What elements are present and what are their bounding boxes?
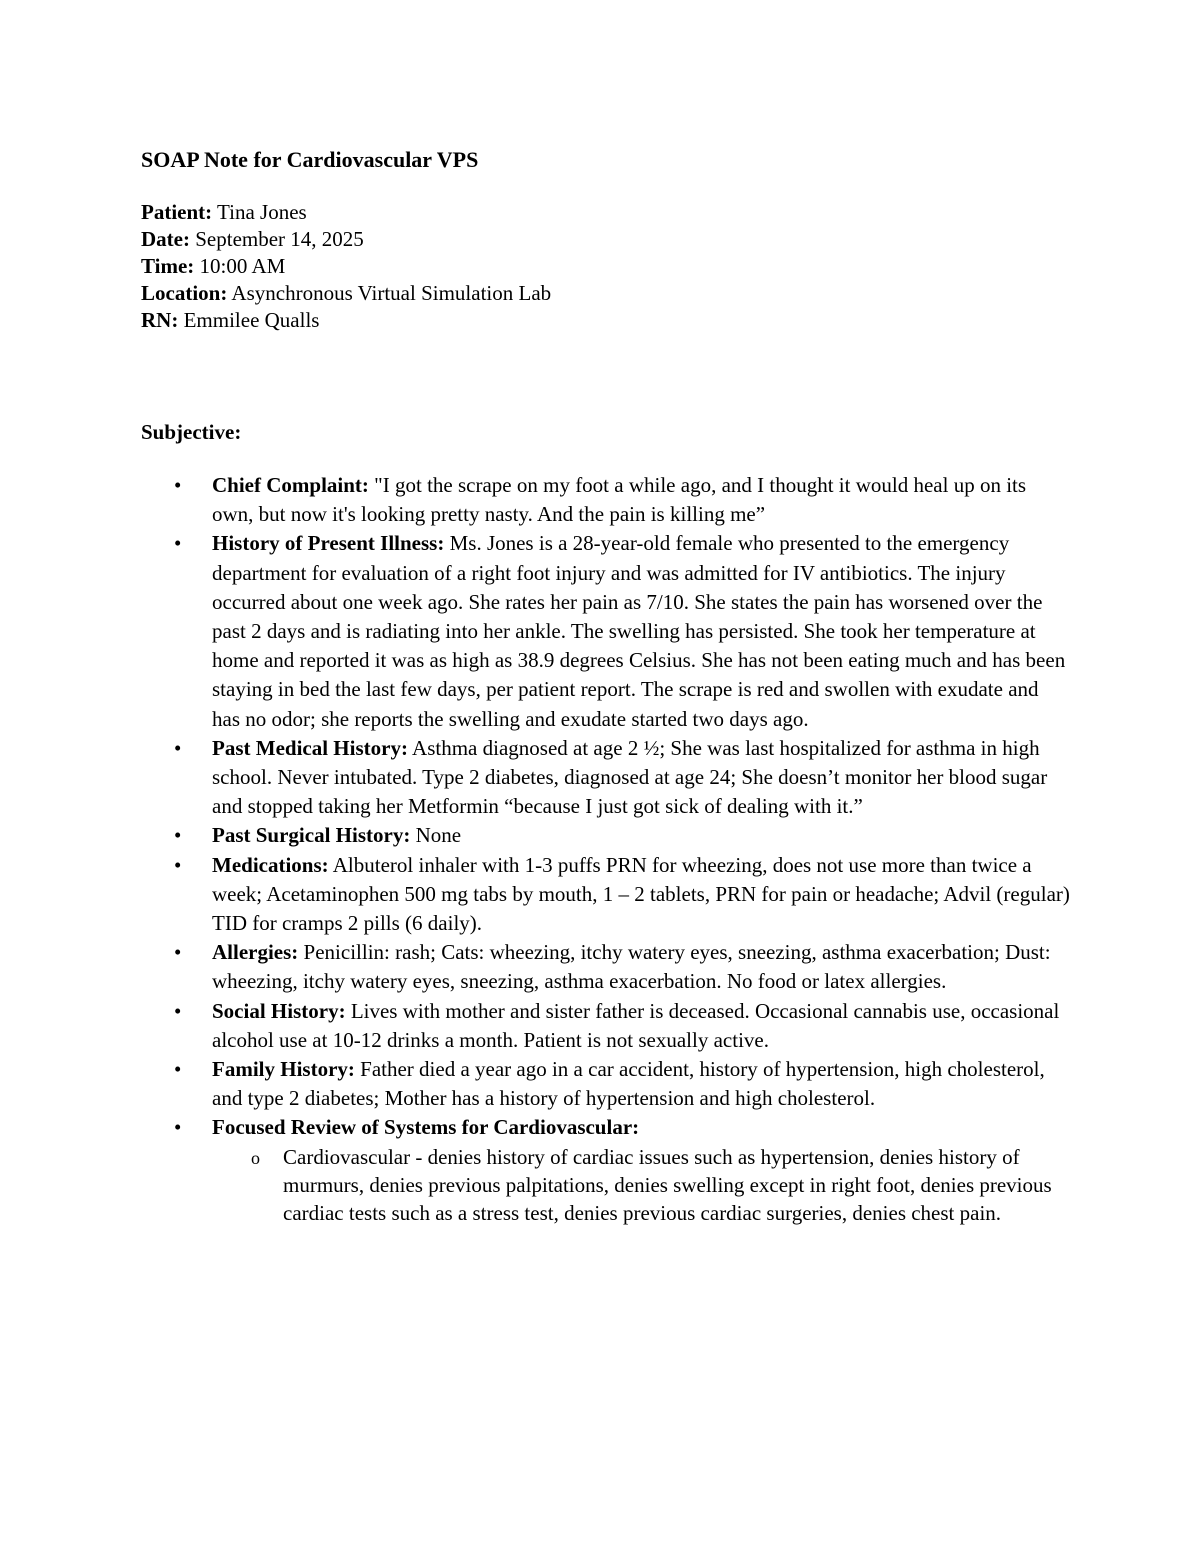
bullet-icon: • <box>174 823 182 848</box>
list-item-medical-history <box>141 734 1071 822</box>
item-label: Focused Review of Systems for Cardiovascular: <box>212 1115 640 1140</box>
bullet-icon: • <box>174 1057 182 1082</box>
list-item-review-of-systems <box>141 1113 1071 1226</box>
date-value: September 14, 2025 <box>195 227 364 251</box>
item-label: Past Medical History: <box>212 735 408 760</box>
patient-value: Tina Jones <box>217 200 307 224</box>
bullet-icon: • <box>174 940 182 965</box>
patient-header <box>141 199 551 334</box>
item-text: Ms. Jones is a 28-year-old female who presented to the emergency department for evaluation of a right foot injury and was admitted for IV antibiotics. The injury occurred about one week ago. She rates her pain as 7/10. She states the pain has worsened over the past 2 days and is radiating into her ankle. The swelling has persisted. She took her temperature at home and reported it was as high as 38.9 degrees Celsius. She has not been eating much and has been staying in bed the last few days, per patient report. The scrape is red and swollen with exudate and has no odor; she reports the swelling and exudate started two days ago. <box>212 531 1066 731</box>
rn-line <box>141 307 551 334</box>
rn-label: RN: <box>141 308 179 332</box>
list-item-present-illness <box>141 529 1071 733</box>
date-label: Date: <box>141 227 190 251</box>
bullet-icon: • <box>174 852 182 877</box>
ros-list-item <box>212 1143 1071 1227</box>
item-text: Albuterol inhaler with 1-3 puffs PRN for wheezing, does not use more than twice a week; Acetaminophen 500 mg tabs by mouth, 1 – 2 tablets, PRN for pain or headache; Advil (regular) TID for cramps 2 pills (6 daily). <box>212 852 1070 936</box>
location-line <box>141 280 551 307</box>
list-item-chief-complaint <box>141 471 1071 529</box>
item-text: Asthma diagnosed at age 2 ½; She was last hospitalized for asthma in high school. Never intubated. Type 2 diabetes, diagnosed at age 24; She doesn’t monitor her blood sugar and stopped taking her Metformin “because I just got sick of dealing with it.” <box>212 735 1048 819</box>
list-item-allergies <box>141 938 1071 996</box>
time-value: 10:00 AM <box>199 254 286 278</box>
circle-bullet-icon: o <box>251 1147 260 1168</box>
date-line <box>141 226 551 253</box>
bullet-icon: • <box>174 998 182 1023</box>
time-label: Time: <box>141 254 195 278</box>
rn-value: Emmilee Qualls <box>183 308 320 332</box>
list-item-medications <box>141 851 1071 939</box>
location-label: Location: <box>141 281 228 305</box>
item-label: Medications: <box>212 852 329 877</box>
subjective-list <box>141 471 1071 1227</box>
bullet-icon: • <box>174 1115 182 1140</box>
bullet-icon: • <box>174 531 182 556</box>
item-text: Lives with mother and sister father is deceased. Occasional cannabis use, occasional alcohol use at 10-12 drinks a month. Patient is not sexually active. <box>212 998 1060 1052</box>
item-label: Allergies: <box>212 940 299 965</box>
item-label: Family History: <box>212 1057 355 1082</box>
item-text: "I got the scrape on my foot a while ago, and I thought it would heal up on its own, but now it's looking pretty nasty. And the pain is killing me” <box>212 473 1027 527</box>
bullet-icon: • <box>174 473 182 497</box>
list-item-family-history <box>141 1055 1071 1113</box>
item-label: Past Surgical History: <box>212 823 411 848</box>
patient-line <box>141 199 551 226</box>
item-text: None <box>415 823 462 848</box>
subjective-heading: Subjective: <box>141 420 242 444</box>
item-label: Chief Complaint: <box>212 473 369 497</box>
list-item-surgical-history <box>141 821 1071 850</box>
list-item-social-history <box>141 997 1071 1055</box>
item-text: Penicillin: rash; Cats: wheezing, itchy watery eyes, sneezing, asthma exacerbation; Dust: wheezing, itchy watery eyes, sneezing, asthma exacerbation. No food or latex allergies. <box>212 940 1051 994</box>
bullet-icon: • <box>174 735 182 760</box>
item-text: Father died a year ago in a car accident, history of hypertension, high cholesterol, and type 2 diabetes; Mother has a history of hypertension and high cholesterol. <box>212 1057 1045 1111</box>
item-label: Social History: <box>212 998 346 1023</box>
item-label: History of Present Illness: <box>212 531 445 556</box>
document-title: SOAP Note for Cardiovascular VPS <box>141 147 479 172</box>
time-line <box>141 253 551 280</box>
ros-text: Cardiovascular - denies history of cardiac issues such as hypertension, denies history of murmurs, denies previous palpitations, denies swelling except in right foot, denies previous cardiac tests such as a stress test, denies previous cardiac surgeries, denies chest pain. <box>283 1144 1052 1225</box>
location-value: Asynchronous Virtual Simulation Lab <box>231 281 552 305</box>
ros-sublist <box>212 1143 1071 1227</box>
patient-label: Patient: <box>141 200 213 224</box>
